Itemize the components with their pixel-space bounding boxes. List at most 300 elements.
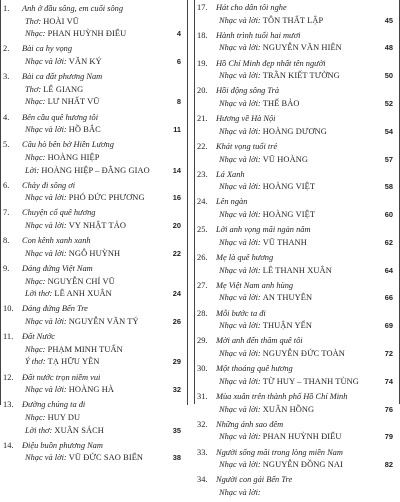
credit-name: VŨ THANH (262, 237, 307, 247)
credit-label: Nhạc và lời: (219, 210, 261, 220)
toc-entry (1, 440, 187, 468)
page-number: 66 (384, 293, 393, 303)
credit-label: Nhạc: (25, 152, 46, 162)
toc-entry (1, 112, 187, 140)
credit (219, 459, 377, 472)
credit-line (1, 84, 187, 97)
credit-name: LÊ THANH XUÂN (262, 265, 332, 275)
credit-line (1, 192, 187, 205)
page-number: 74 (384, 376, 393, 386)
credit-label: Nhạc và lời: (219, 404, 261, 414)
credit-name: NGÔ HUỲNH (68, 248, 121, 258)
toc-entry (195, 196, 399, 224)
song-title-line (1, 372, 187, 385)
toc-entry (195, 30, 399, 58)
credit (25, 384, 165, 397)
song-title: Lên ngàn (216, 197, 248, 207)
credit-name: HOÀNG HIỆP – ĐẰNG GIAO (41, 165, 150, 175)
credit (25, 248, 165, 261)
credit-label: Nhạc và lời: (25, 125, 67, 135)
song-title-line (195, 308, 399, 321)
song-title-line (195, 280, 399, 293)
credit-label: Nhạc và lời: (25, 56, 67, 66)
page-number: 76 (384, 404, 393, 414)
credit-name: VŨ ĐỨC SAO BIỂN (68, 453, 144, 463)
credit-label: Nhạc: (25, 97, 46, 107)
credit-label: Nhạc và lời: (25, 385, 67, 395)
song-title-line (1, 331, 187, 344)
credit-label: Thơ: (25, 84, 42, 94)
credit-line (1, 220, 187, 233)
entry-number: 10. (3, 304, 14, 314)
song-title: Hương về Hà Nội (216, 114, 276, 124)
toc-column-left (0, 0, 188, 463)
credit-line (195, 265, 399, 278)
song-title-line (195, 391, 399, 404)
credit-label: Nhạc: (25, 412, 46, 422)
credit-name: LƯ NHẤT VŨ (47, 97, 100, 107)
toc-entry (1, 399, 187, 439)
page-number: 58 (384, 182, 393, 192)
credit (219, 487, 377, 500)
song-title: Mùa xuân trên thành phố Hồ Chí Minh (216, 391, 348, 401)
entry-number: 12. (3, 372, 14, 382)
credit (25, 124, 165, 137)
credit-line (195, 487, 399, 500)
credit-line (1, 316, 187, 329)
entry-number: 27. (197, 280, 208, 290)
credit-name: LÊ ANH XUÂN (54, 289, 112, 299)
credit (219, 431, 377, 444)
credit-name: LÊ GIANG (43, 84, 84, 94)
credit-label: Nhạc và lời: (219, 293, 261, 303)
page-number: 22 (172, 248, 181, 258)
credit-line (195, 237, 399, 250)
page-number: 45 (384, 15, 393, 25)
page-number: 26 (172, 317, 181, 326)
credit-name: TRẦN KIẾT TƯỜNG (262, 71, 340, 81)
credit-label: Nhạc và lời: (219, 265, 261, 275)
page-number: 60 (384, 210, 393, 220)
toc-entry (195, 447, 399, 475)
credit (219, 42, 377, 55)
song-title-line (1, 440, 187, 453)
song-title: Mời anh đến thăm quê tôi (216, 336, 303, 346)
credit-label: Nhạc và lời: (219, 15, 261, 25)
song-title-line (1, 263, 187, 276)
toc-entry (195, 419, 399, 447)
credit-label: Nhạc và lời: (219, 487, 261, 497)
credit (219, 237, 377, 250)
credit-name: NGUYỄN ĐỨC TOÀN (262, 348, 345, 358)
song-title: Điệu buồn phương Nam (22, 440, 103, 450)
song-title: Bên cầu quê hương tôi (22, 112, 99, 122)
toc-entry (195, 474, 399, 502)
toc-entry (195, 391, 399, 419)
credit (25, 28, 165, 41)
entry-number: 13. (3, 400, 14, 410)
page-number: 16 (172, 193, 181, 203)
page-number: 48 (384, 43, 393, 53)
toc-entry (1, 3, 187, 43)
credit-name: PHÓ ĐỨC PHƯƠNG (68, 193, 145, 203)
credit-label: Lời thơ: (25, 425, 53, 435)
toc-entry (195, 2, 399, 30)
credit-label: Nhạc và lời: (219, 237, 261, 247)
credit (219, 181, 377, 194)
song-title-line (195, 363, 399, 376)
entry-number: 28. (197, 308, 208, 318)
credit-name: HOÀNG HÀ (68, 385, 115, 395)
song-title-line (1, 207, 187, 220)
credit-name: NGUYỄN ĐỒNG NAI (262, 460, 343, 470)
credit (219, 126, 377, 139)
song-title: Mỗi bước ta đi (216, 308, 266, 318)
credit-line (195, 348, 399, 361)
credit-name: HOÀNG VIỆT (262, 182, 316, 192)
song-title-line (195, 113, 399, 126)
credit-name: THẾ BẢO (262, 98, 300, 108)
credit-line (195, 404, 399, 417)
credit (219, 98, 377, 111)
page-number: 20 (172, 221, 181, 231)
song-title-line (1, 112, 187, 125)
song-title: Anh ở đầu sông, em cuối sông (22, 4, 124, 13)
toc-entry (1, 71, 187, 111)
credit-label: Nhạc và lời: (219, 321, 261, 331)
entry-number: 4. (3, 112, 10, 122)
page-number: 14 (172, 165, 181, 175)
song-title-line (1, 399, 187, 412)
credit (25, 16, 165, 29)
credit-label: Nhạc và lời: (219, 154, 261, 164)
song-title-line (1, 71, 187, 84)
entry-spacer (1, 465, 187, 468)
credit-line (1, 248, 187, 261)
entry-number: 24. (197, 197, 208, 207)
toc-entry (1, 207, 187, 235)
credit (219, 265, 377, 278)
credit-name: HỒ BẮC (68, 125, 101, 135)
credit-line (1, 356, 187, 369)
entry-number: 22. (197, 141, 208, 151)
entry-number: 6. (3, 180, 10, 190)
song-title: Đường chúng ta đi (22, 400, 86, 410)
credit-name: NGUYỄN VĂN HIÊN (262, 43, 342, 53)
credit-line (195, 320, 399, 333)
credit-label: Nhạc và lời: (219, 71, 261, 81)
toc-entry (195, 58, 399, 86)
credit-name: VŨ HOÀNG (262, 154, 309, 164)
song-title: Người sống mãi trong lòng miền Nam (216, 447, 343, 457)
credit-name: VĂN KÝ (68, 56, 102, 66)
credit-line (195, 376, 399, 389)
entry-number: 32. (197, 419, 208, 429)
page-number: 54 (384, 126, 393, 136)
credit-name: HOÀNG HIỆP (47, 152, 100, 162)
song-title-line (195, 141, 399, 154)
credit (219, 320, 377, 333)
page-number: 82 (384, 460, 393, 470)
credit-line (1, 344, 187, 357)
song-title-line (195, 335, 399, 348)
credit (219, 154, 377, 167)
credit-line (195, 209, 399, 222)
song-title-line (1, 43, 187, 56)
credit (219, 404, 377, 417)
credit-line (1, 152, 187, 165)
credit-label: Nhạc và lời: (25, 221, 67, 231)
credit-line (195, 126, 399, 139)
song-title-line (195, 252, 399, 265)
song-title: Hồ Chí Minh đẹp nhất tên người (216, 58, 326, 68)
entry-number: 19. (197, 58, 208, 68)
song-title: Hành trình tuổi hai mươi (216, 30, 301, 40)
credit-line (1, 276, 187, 289)
toc-entry (195, 113, 399, 141)
entry-number: 14. (3, 440, 14, 450)
credit (219, 15, 377, 28)
entry-number: 2. (3, 44, 10, 54)
credit-line (1, 412, 187, 425)
credit-name: THUẬN YẾN (262, 321, 312, 331)
credit (219, 348, 377, 361)
entry-number: 7. (3, 208, 10, 218)
entry-number: 18. (197, 30, 208, 40)
toc-entry (1, 372, 187, 400)
credit (219, 209, 377, 222)
entry-number: 29. (197, 336, 208, 346)
credit (25, 288, 165, 301)
song-title-line (195, 196, 399, 209)
toc-entry (1, 180, 187, 208)
toc-entry (1, 263, 187, 303)
credit (25, 276, 165, 289)
credit (25, 165, 165, 178)
credit-name: TÔN THẤT LẬP (262, 15, 324, 25)
page-number: 24 (172, 289, 181, 299)
credit-line (195, 181, 399, 194)
credit-label: Nhạc và lời: (25, 317, 67, 326)
credit-name: VY NHẬT TẢO (68, 221, 127, 231)
entry-number: 9. (3, 264, 10, 274)
credit-name: NGUYỄN CHÍ VŨ (47, 276, 115, 286)
credit-name: HOÀNG VIỆT (262, 210, 316, 220)
credit (25, 84, 165, 97)
credit-label: Nhạc: (25, 344, 46, 354)
toc-entry (1, 235, 187, 263)
song-title: Dáng đứng Việt Nam (22, 264, 93, 274)
credit-label: Lời thơ: (25, 289, 53, 299)
entry-number: 33. (197, 447, 208, 457)
credit-line (1, 452, 187, 465)
credit-name: PHẠM MINH TUẤN (47, 344, 123, 354)
credit-line (195, 15, 399, 28)
credit-line (195, 459, 399, 472)
entry-number: 30. (197, 364, 208, 374)
entry-number: 8. (3, 236, 10, 246)
credit-name: XUÂN HỒNG (262, 404, 315, 414)
toc-entry (195, 363, 399, 391)
credit-label: Nhạc và lời: (219, 460, 261, 470)
song-title: Chảy đi sông ơi (22, 180, 76, 190)
entry-number: 21. (197, 114, 208, 124)
credit-line (195, 98, 399, 111)
song-title: Khát vọng tuổi trẻ (216, 141, 278, 151)
entry-number: 31. (197, 391, 208, 401)
song-title: Người con gái Bến Tre (216, 475, 293, 485)
credit-name: NGUYỄN VĂN TÝ (68, 317, 139, 326)
page-number: 8 (176, 97, 181, 107)
song-title-line (1, 180, 187, 193)
credit-line (1, 96, 187, 109)
toc-entry (195, 224, 399, 252)
song-title: Bài ca đất phương Nam (22, 72, 103, 82)
page-number: 69 (384, 321, 393, 331)
credit-line (195, 154, 399, 167)
page-number: 62 (384, 237, 393, 247)
entry-number: 11. (3, 332, 14, 342)
credit-label: Nhạc và lời: (219, 348, 261, 358)
credit-label: Nhạc: (25, 276, 46, 286)
credit-label: Nhạc và lời: (25, 453, 67, 463)
credit-name: HUY DU (47, 412, 81, 422)
credit (25, 96, 165, 109)
page-number: 38 (172, 453, 181, 463)
credit-line (1, 384, 187, 397)
song-title: Hồi động sông Trà (216, 86, 280, 96)
credit-name: HOÀI VŨ (43, 16, 79, 26)
song-title: Một thoáng quê hương (216, 364, 293, 374)
credit (25, 344, 165, 357)
toc-column-right (194, 0, 400, 497)
song-title: Đất Nước (22, 332, 55, 342)
credit-line (195, 431, 399, 444)
credit (219, 70, 377, 83)
song-title: Lá Xanh (216, 169, 245, 179)
song-title-line (195, 2, 399, 15)
song-title: Con kênh xanh xanh (22, 236, 91, 246)
credit-line (1, 288, 187, 301)
toc-entry (195, 252, 399, 280)
song-title-line (1, 3, 187, 16)
entry-number: 34. (197, 475, 208, 485)
credit-name: AN THUYÊN (262, 293, 313, 303)
entry-number: 1. (3, 4, 10, 13)
credit (25, 452, 165, 465)
page-number: 79 (384, 432, 393, 442)
credit-label: Nhạc và lời: (219, 126, 261, 136)
song-title-line (195, 419, 399, 432)
song-title-line (1, 235, 187, 248)
credit-label: Nhạc và lời: (219, 432, 261, 442)
credit-name: PHAN HUỲNH ĐIỂU (262, 432, 342, 442)
song-title: Mẹ Việt Nam anh hùng (216, 280, 294, 290)
song-title: Câu hò bên bờ Hiền Lương (22, 140, 114, 150)
song-title: Đất nước trọn niềm vui (22, 372, 101, 382)
entry-number: 26. (197, 253, 208, 263)
page-number: 32 (172, 385, 181, 395)
song-title: Hát cho dân tôi nghe (216, 3, 287, 12)
credit (25, 152, 165, 165)
credit-line (195, 70, 399, 83)
credit-line (1, 124, 187, 137)
toc-entry (195, 308, 399, 336)
entry-number: 17. (197, 3, 208, 12)
credit-line (1, 28, 187, 41)
song-title-line (195, 85, 399, 98)
credit-label: Nhạc: (25, 29, 46, 39)
song-title-line (195, 169, 399, 182)
credit (25, 425, 165, 438)
song-title: Bài ca hy vọng (22, 44, 73, 54)
song-title: Lời anh vọng mãi ngàn năm (216, 225, 311, 235)
song-title-line (195, 30, 399, 43)
credit-name: HOÀNG DƯƠNG (262, 126, 327, 136)
page-number: 57 (384, 154, 393, 164)
song-title-line (1, 139, 187, 152)
credit-label: Thơ: (25, 16, 42, 26)
toc-entry (195, 335, 399, 363)
page-number: 6 (176, 56, 181, 66)
entry-number: 3. (3, 72, 10, 82)
credit (25, 192, 165, 205)
page-number: 35 (172, 425, 181, 435)
credit-label: Nhạc và lời: (219, 182, 261, 192)
credit (25, 356, 165, 369)
credit (25, 412, 165, 425)
page-number: 64 (384, 265, 393, 275)
toc-entry (1, 303, 187, 331)
song-title-line (195, 224, 399, 237)
toc-entry (195, 141, 399, 169)
page-number: 52 (384, 98, 393, 108)
credit-name: TẠ HỮU YÊN (47, 357, 100, 367)
credit-line (1, 165, 187, 178)
song-title-line (1, 303, 187, 316)
credit-line (195, 42, 399, 55)
song-title: Chuyện cổ quê hương (22, 208, 96, 218)
credit (25, 220, 165, 233)
credit-name: XUÂN SÁCH (54, 425, 104, 435)
song-title: Dáng đứng Bến Tre (22, 304, 88, 314)
entry-number: 23. (197, 169, 208, 179)
song-title-line (195, 447, 399, 460)
credit (219, 292, 377, 305)
toc-entry (195, 280, 399, 308)
page-number: 11 (173, 125, 181, 135)
entry-number: 20. (197, 86, 208, 96)
credit-line (1, 16, 187, 29)
page-number: 29 (172, 357, 181, 367)
credit-label: Lời: (25, 165, 40, 175)
credit-name: PHAN HUỲNH ĐIỂU (47, 29, 127, 39)
song-title-line (195, 58, 399, 71)
credit-label: Ý thơ: (25, 357, 46, 367)
song-title: Mẹ là quê hương (216, 253, 274, 263)
credit-line (1, 425, 187, 438)
credit-name: TỪ HUY – THANH TÙNG (262, 376, 359, 386)
credit-label: Nhạc và lời: (219, 43, 261, 53)
toc-entry (1, 331, 187, 371)
entry-number: 25. (197, 225, 208, 235)
credit (25, 316, 165, 329)
credit-label: Nhạc và lời: (219, 98, 261, 108)
entry-number: 5. (3, 140, 10, 150)
credit-line (1, 56, 187, 69)
song-title-line (195, 474, 399, 487)
credit (25, 56, 165, 69)
